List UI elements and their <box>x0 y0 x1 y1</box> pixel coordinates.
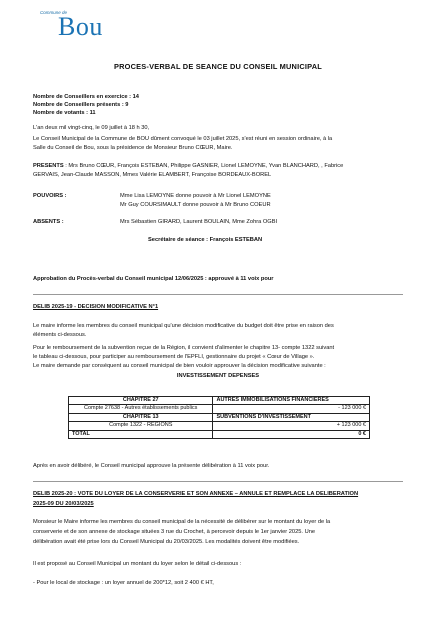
table-cell: - 123 000 € <box>213 405 370 413</box>
delib19-p3: Le maire demande par conséquent au conseil municipal de bien vouloir approuver la décision modificative suivante : <box>33 363 326 369</box>
budget-table <box>68 396 370 439</box>
table-cell: Compte 27638 - Autres établissements publics <box>69 405 213 413</box>
absents-label: ABSENTS : <box>33 219 64 225</box>
intro-line-1: L'an deux mil vingt-cinq, le 09 juillet à 18 h 30, <box>33 125 150 131</box>
table-title: INVESTISSEMENT DEPENSES <box>176 373 260 379</box>
table-cell: TOTAL <box>69 430 213 438</box>
document-title: PROCES-VERBAL DE SEANCE DU CONSEIL MUNICIPAL <box>114 62 322 71</box>
presents-line-2: GERVAIS, Jean-Claude MASSON, Mmes Valérie ELAMBERT, Françoise BORDEAUX-BOREL <box>33 172 272 178</box>
table-cell: AUTRES IMMOBILISATIONS FINANCIERES <box>213 397 370 405</box>
table-row <box>69 397 370 405</box>
delib20-heading-line-2: 2025-09 DU 20/03/2025 <box>33 501 94 507</box>
intro-line-2: Le Conseil Municipal de la Commune de BOU dûment convoqué le 03 juillet 2025, s'est réuni en session ordinaire, à la <box>33 136 333 142</box>
commune-logo <box>40 10 110 46</box>
absents-line-1: Mrs Sébastien GIRARD, Laurent BOULAIN, Mme Zohra OGBI <box>120 219 278 225</box>
logo-big-text: Bou <box>58 12 103 41</box>
delib20-p3: - Pour le local de stockage : un loyer annuel de 200*12, soit 2 400 € HT, <box>33 580 214 586</box>
table-row <box>69 430 370 438</box>
table-cell: CHAPITRE 27 <box>69 397 213 405</box>
logo-small-text: Commune de <box>40 10 68 15</box>
separator-2 <box>33 481 403 482</box>
delib20-p1-line-2: conserverie et de son annexe de stockage situées 3 rue du Crochet, à percevoir depuis le 1er janvier 2025. Une <box>33 529 316 535</box>
delib19-heading: DELIB 2025-19 - DECISION MODIFICATIVE N°1 <box>33 304 159 310</box>
secretaire-seance: Secrétaire de séance : François ESTEBAN <box>148 237 263 243</box>
count-presents: Nombre de Conseillers présents : 9 <box>33 102 129 108</box>
delib20-heading-line-1: DELIB 2025-20 : VOTE DU LOYER DE LA CONSERVERIE ET SON ANNEXE – ANNULE ET REMPLACE LA DELIBERATION <box>33 491 359 497</box>
table-row <box>69 413 370 421</box>
pouvoirs-label: POUVOIRS : <box>33 193 67 199</box>
table-row <box>69 405 370 413</box>
table-cell: CHAPITRE 13 <box>69 413 213 421</box>
delib19-conclusion: Après en avoir délibéré, le Conseil municipal approuve la présente délibération à 11 voix pour. <box>33 463 270 469</box>
delib20-p2: Il est proposé au Conseil Municipal un montant du loyer selon le détail ci-dessous : <box>33 561 242 567</box>
count-votants: Nombre de votants : 11 <box>33 110 96 116</box>
delib19-p1-line-2: éléments ci-dessous. <box>33 332 87 338</box>
delib19-p2-line-2: le tableau ci-dessous, pour participer au remboursement de l'EPFLI, gestionnaire du projet « Cœur de Village ». <box>33 354 315 360</box>
delib20-p1-line-3: délibération avait été prise lors du Conseil Municipal du 20/03/2025. Les modalités doivent être modifiées. <box>33 539 300 545</box>
table-row <box>69 422 370 430</box>
pouvoirs-line-2: Mr Guy COURSIMAULT donne pouvoir à Mr Bruno COEUR <box>120 202 271 208</box>
pouvoirs-line-1: Mme Lisa LEMOYNE donne pouvoir à Mr Lionel LEMOYNE <box>120 193 271 199</box>
intro-line-3: Salle du Conseil de Bou, sous la présidence de Monsieur Bruno CŒUR, Maire. <box>33 145 233 151</box>
presents-label: PRESENTS <box>33 163 64 169</box>
approbation-pv: Approbation du Procès-verbal du Conseil municipal 12/06/2025 : approuvé à 11 voix pour <box>33 276 274 282</box>
delib20-p1-line-1: Monsieur le Maire informe les membres du conseil municipal de la nécessité de délibérer sur le montant du loyer de la <box>33 519 331 525</box>
table-cell: 0 € <box>213 430 370 438</box>
delib19-p2-line-1: Pour le remboursement de la subvention reçue de la Région, il convient d'alimenter le chapitre 13- compte 1322 suivant <box>33 345 335 351</box>
delib19-p1-line-1: Le maire informe les membres du conseil municipal qu'une décision modificative du budget doit être prise en raison des <box>33 323 334 329</box>
table-cell: SUBVENTIONS D'INVESTISSEMENT <box>213 413 370 421</box>
count-exercice: Nombre de Conseillers en exercice : 14 <box>33 94 139 100</box>
presents-line-1 <box>33 162 343 171</box>
presents-text: : Mrs Bruno CŒUR, François ESTEBAN, Philippe GASNIER, Lionel LEMOYNE, Yvan BLANCHARD, , Fabrice <box>63 163 344 169</box>
separator-1 <box>33 294 403 295</box>
table-cell: + 123 000 € <box>213 422 370 430</box>
table-cell: Compte 1322 - REGIONS <box>69 422 213 430</box>
